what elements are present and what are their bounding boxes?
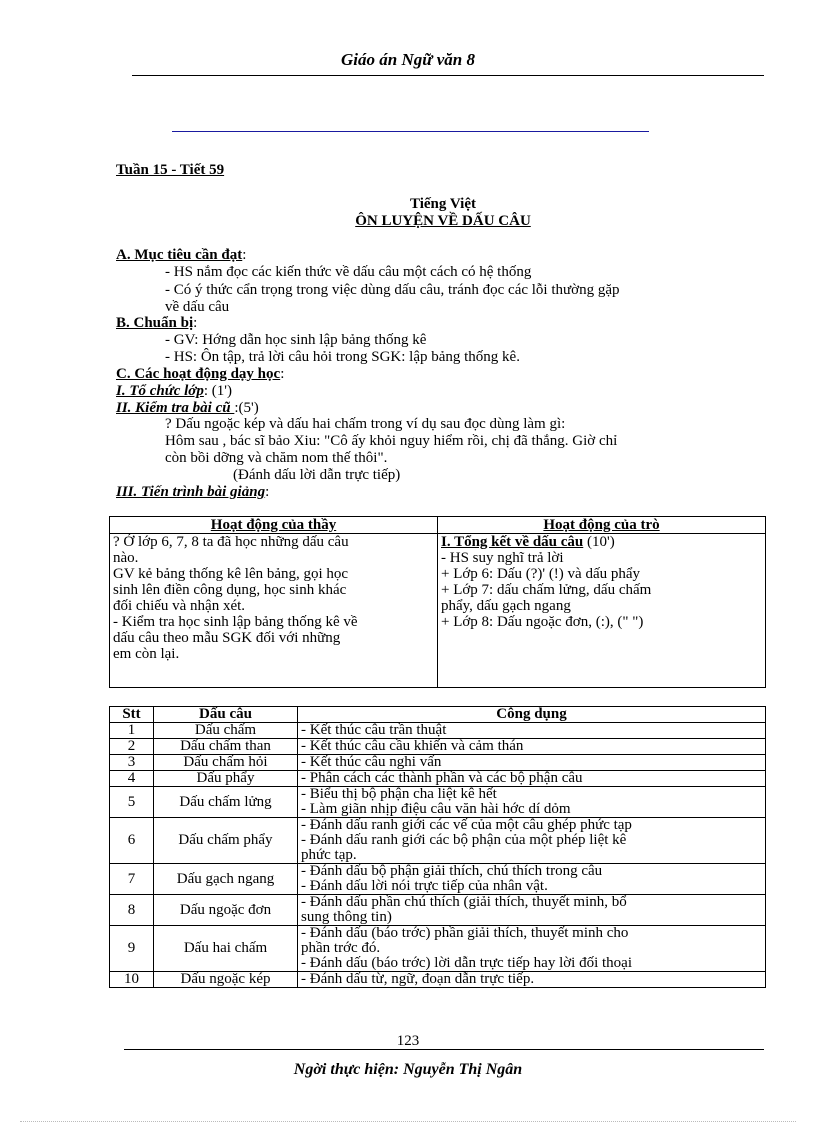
- punctuation-row: [110, 972, 766, 988]
- section-c-heading: C. Các hoạt động dạy học:: [116, 366, 285, 382]
- punctuation-row: [110, 926, 766, 972]
- stt-cell: 2: [110, 739, 154, 755]
- teacher-line: sinh lên điền công dụng, học sinh khác: [113, 582, 347, 598]
- teacher-line: nào.: [113, 550, 139, 566]
- section-a-item: - HS nắm đọc các kiến thức về dấu câu một cách có hệ thống: [165, 264, 532, 280]
- usage-line: - Kết thúc câu cầu khiến và cảm thán: [301, 738, 524, 754]
- usage-line: - Đánh dấu phần chú thích (giải thích, thuyết minh, bổ: [301, 894, 627, 910]
- punctuation-row: [110, 895, 766, 926]
- usage-line: - Làm giãn nhịp điệu câu văn hài hớc dí dỏm: [301, 801, 571, 817]
- usage-line: phần trớc đó.: [301, 940, 381, 956]
- header-divider: [132, 75, 764, 76]
- section-c1: I. Tổ chức lớp: (1'): [116, 383, 232, 399]
- lesson-title: ÔN LUYỆN VỀ DẤU CÂU: [355, 213, 531, 229]
- student-line: - HS suy nghĩ trả lời: [441, 550, 564, 566]
- stt-cell: 4: [110, 771, 154, 787]
- page-header-title: Giáo án Ngữ văn 8: [341, 50, 475, 69]
- stt-cell: 10: [110, 972, 154, 988]
- usage-cell: [298, 926, 766, 972]
- c2-example: còn bồi dỡng và chăm nom thế thôi".: [165, 450, 388, 466]
- punctuation-name-cell: Dấu chấm hỏi: [154, 755, 298, 771]
- usage-line: - Đánh dấu (báo trớc) phần giải thích, thuyết minh cho: [301, 925, 629, 941]
- student-heading: I. Tổng kết về dấu câu (10'): [441, 534, 615, 550]
- punctuation-name-cell: Dấu ngoặc kép: [154, 972, 298, 988]
- usage-line: sung thông tin): [301, 909, 392, 925]
- punctuation-name-cell: Dấu hai chấm: [154, 926, 298, 972]
- usage-line: - Đánh dấu ranh giới các vế của một câu ghép phức tạp: [301, 817, 632, 833]
- section-a-item: về dấu câu: [165, 299, 230, 315]
- stt-cell: 3: [110, 755, 154, 771]
- usage-cell: [298, 787, 766, 818]
- stt-cell: 8: [110, 895, 154, 926]
- section-c2: II. Kiểm tra bài cũ :(5'): [116, 400, 259, 416]
- stt-cell: 5: [110, 787, 154, 818]
- student-line: phẩy, dấu gạch ngang: [441, 598, 571, 614]
- page-number: 123: [396, 1033, 420, 1049]
- usage-cell: [298, 739, 766, 755]
- stt-cell: 7: [110, 864, 154, 895]
- student-column-header: Hoạt động của trò: [438, 517, 766, 534]
- teacher-activity-cell: [110, 534, 438, 688]
- usage-cell: [298, 723, 766, 739]
- student-line: + Lớp 8: Dấu ngoặc đơn, (:), (" "): [441, 614, 644, 630]
- stt-cell: 1: [110, 723, 154, 739]
- punctuation-table: [109, 706, 766, 988]
- activity-table: [109, 516, 766, 688]
- punctuation-row: [110, 739, 766, 755]
- teacher-line: dấu câu theo mẫu SGK đối với những: [113, 630, 341, 646]
- punctuation-row: [110, 755, 766, 771]
- section-b-item: - HS: Ôn tập, trả lời câu hỏi trong SGK: lập bảng thống kê.: [165, 349, 520, 365]
- section-b-heading: B. Chuẩn bị:: [116, 315, 198, 331]
- usage-line: - Kết thúc câu trần thuật: [301, 722, 447, 738]
- teacher-column-header: Hoạt động của thầy: [110, 517, 438, 534]
- usage-line: - Phân cách các thành phần và các bộ phận câu: [301, 770, 583, 786]
- teacher-line: đối chiếu và nhận xét.: [113, 598, 246, 614]
- punctuation-name-cell: Dấu chấm phẩy: [154, 818, 298, 864]
- punctuation-name-cell: Dấu phẩy: [154, 771, 298, 787]
- usage-line: - Đánh dấu ranh giới các bộ phận của một phép liệt kê: [301, 832, 627, 848]
- week-label: Tuần 15 - Tiết 59: [116, 162, 225, 178]
- usage-cell: [298, 972, 766, 988]
- usage-line: - Đánh dấu từ, ngữ, đoạn dẫn trực tiếp.: [301, 971, 535, 987]
- student-line: + Lớp 6: Dấu (?)' (!) và dấu phẩy: [441, 566, 641, 582]
- usage-cell: [298, 864, 766, 895]
- usage-line: - Đánh dấu (báo trớc) lời dẫn trực tiếp hay lời đối thoại: [301, 955, 632, 971]
- teacher-line: - Kiểm tra học sinh lập bảng thống kê về: [113, 614, 358, 630]
- section-a-item: - Có ý thức cẩn trọng trong việc dùng dấu câu, tránh đọc các lỗi thường gặp: [165, 282, 620, 298]
- usage-line: - Biểu thị bộ phận cha liệt kê hết: [301, 786, 497, 802]
- stt-cell: 6: [110, 818, 154, 864]
- stt-cell: 9: [110, 926, 154, 972]
- usage-cell: [298, 755, 766, 771]
- teacher-line: em còn lại.: [113, 646, 180, 662]
- subject-label: Tiếng Việt: [410, 196, 476, 212]
- teacher-line: GV kẻ bảng thống kê lên bảng, gọi học: [113, 566, 349, 582]
- stt-header: Stt: [110, 707, 154, 723]
- student-activity-cell: [438, 534, 766, 688]
- page-bottom-border: [20, 1121, 796, 1122]
- teacher-line: ? Ở lớp 6, 7, 8 ta đã học những dấu câu: [113, 534, 349, 550]
- blue-divider: [172, 131, 649, 132]
- punctuation-name-cell: Dấu gạch ngang: [154, 864, 298, 895]
- punctuation-row: [110, 787, 766, 818]
- usage-line: phức tạp.: [301, 847, 357, 863]
- author-footer: Ngời thực hiện: Nguyễn Thị Ngân: [293, 1061, 523, 1078]
- section-b-item: - GV: Hớng dẫn học sinh lập bảng thống kê: [165, 332, 427, 348]
- usage-line: - Đánh dấu bộ phận giải thích, chú thích trong câu: [301, 863, 603, 879]
- c2-answer: (Đánh dấu lời dẫn trực tiếp): [233, 467, 401, 483]
- usage-line: - Đánh dấu lời nói trực tiếp của nhân vật.: [301, 878, 548, 894]
- usage-header: Công dụng: [298, 707, 766, 723]
- punctuation-name-cell: Dấu chấm than: [154, 739, 298, 755]
- c2-example: Hôm sau , bác sĩ bảo Xiu: "Cô ấy khỏi nguy hiểm rồi, chị đã thắng. Giờ chỉ: [165, 433, 618, 449]
- footer-divider: [124, 1049, 764, 1050]
- punctuation-row: [110, 818, 766, 864]
- punctuation-row: [110, 864, 766, 895]
- section-c3: III. Tiến trình bài giảng:: [116, 484, 270, 500]
- usage-cell: [298, 771, 766, 787]
- section-a-heading: A. Mục tiêu cần đạt:: [116, 247, 247, 263]
- punctuation-row: [110, 723, 766, 739]
- usage-cell: [298, 818, 766, 864]
- student-line: + Lớp 7: dấu chấm lửng, dấu chấm: [441, 582, 652, 598]
- c2-question: ? Dấu ngoặc kép và dấu hai chấm trong ví dụ sau đọc dùng làm gì:: [165, 416, 566, 432]
- punctuation-header: Dấu câu: [154, 707, 298, 723]
- usage-line: - Kết thúc câu nghi vấn: [301, 754, 442, 770]
- punctuation-row: [110, 771, 766, 787]
- punctuation-name-cell: Dấu ngoặc đơn: [154, 895, 298, 926]
- punctuation-name-cell: Dấu chấm: [154, 723, 298, 739]
- punctuation-name-cell: Dấu chấm lửng: [154, 787, 298, 818]
- usage-cell: [298, 895, 766, 926]
